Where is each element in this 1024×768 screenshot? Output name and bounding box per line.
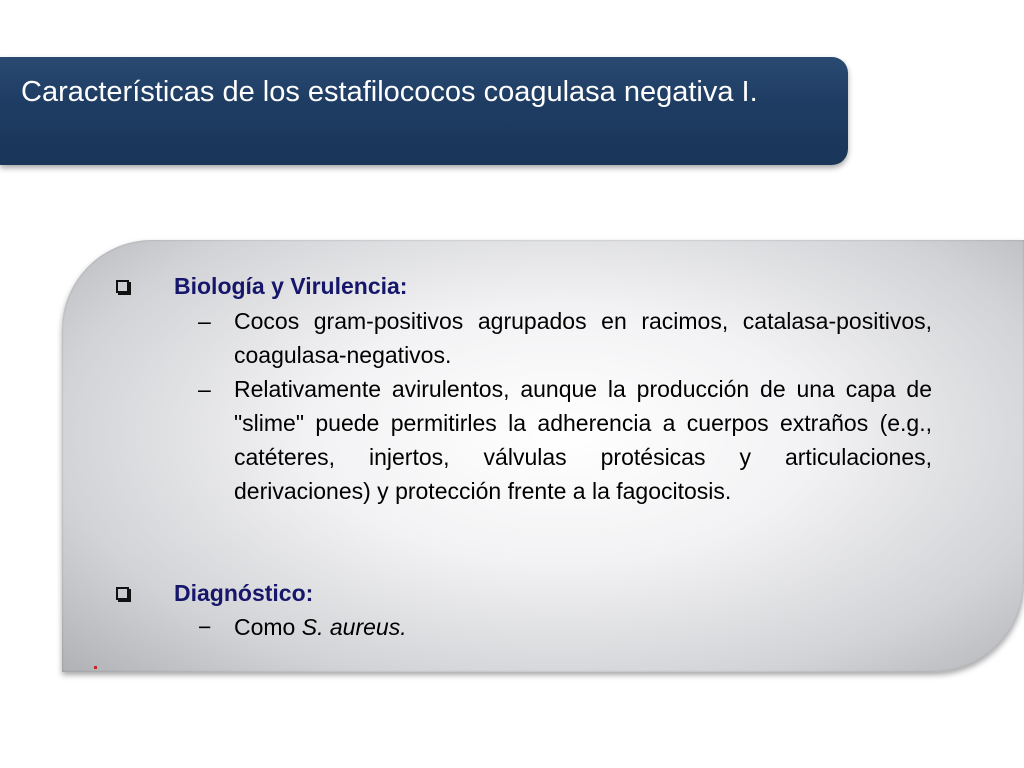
checkbox-icon (116, 280, 129, 293)
dash-bullet: – (198, 376, 211, 402)
list-item-italic-text: S. aureus. (301, 614, 407, 640)
section-heading-diagnostico: Diagnóstico: (174, 580, 314, 606)
list-item: Relativamente avirulentos, aunque la producción de una capa de "slime" puede permitirles la adherencia a cuerpos extraños (e.g., catéteres, injertos, válvulas protésicas y articulaciones, derivaciones) y protección frente a la fagocitosis. (234, 376, 932, 504)
list-item-text: Como (234, 614, 302, 640)
slide-title: Características de los estafilococos coagulasa negativa I. (21, 76, 758, 108)
content-body (62, 240, 1024, 672)
section-bullet-biologia (116, 271, 129, 301)
list-item (234, 610, 932, 644)
dash-bullet: − (198, 614, 212, 640)
dash-bullet: – (198, 308, 211, 334)
title-banner (0, 57, 848, 165)
accent-dot (94, 666, 97, 669)
section-bullet-diagnostico (116, 578, 129, 608)
section-heading-biologia: Biología y Virulencia: (174, 273, 408, 299)
checkbox-icon (116, 587, 129, 600)
content-panel (62, 240, 1024, 672)
list-item: Cocos gram-positivos agrupados en racimos, catalasa-positivos, coagulasa-negativos. (234, 308, 932, 368)
